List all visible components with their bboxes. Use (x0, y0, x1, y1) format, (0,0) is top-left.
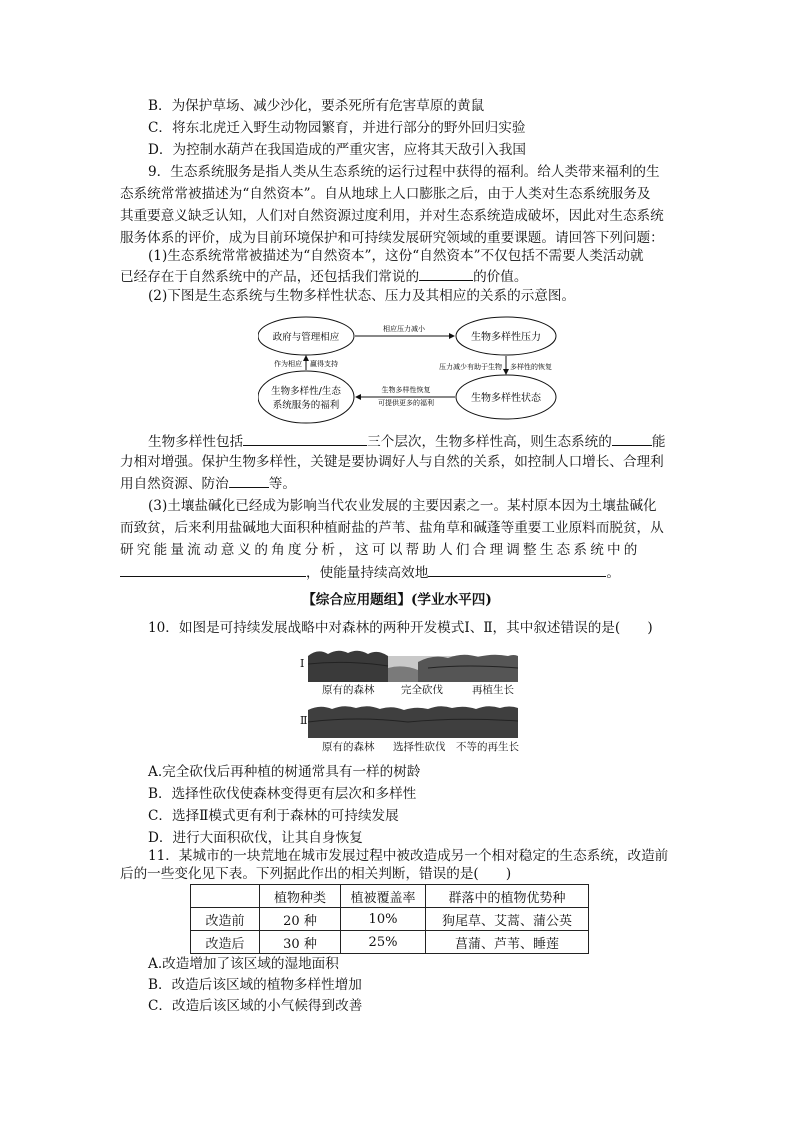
q10-option-c: C．选择Ⅱ模式更有利于森林的可持续发展 (148, 808, 399, 824)
q9-part1-text-b: 的价值。 (473, 269, 528, 285)
arrow-right-label-1: 压力减少有助于生物 (439, 363, 502, 371)
q11-option-a: A.改造增加了该区域的湿地面积 (148, 956, 339, 972)
table-cell: 狗尾草、艾蒿、蒲公英 (426, 908, 589, 931)
q10-option-d: D．进行大面积砍伐，让其自身恢复 (148, 830, 363, 846)
q9-intro-line-2: 态系统常常被描述为“自然资本”。自从地球上人口膨胀之后，由于人类对生态系统服务及 (120, 186, 651, 202)
q9-part2-text-b: 三个层次，生物多样性高，则生态系统的 (367, 434, 612, 450)
table-cell: 改造前 (191, 908, 260, 931)
arrow-right-label-2: 多样性的恢复 (510, 363, 552, 371)
q9-part2-answer-line-2: 力相对增强。保护生物多样性，关键是要协调好人与自然的关系，如控制人口增长、合理利 (120, 454, 664, 470)
answer-blank (428, 562, 606, 577)
q9-part3-line-2: 而致贫，后来利用盐碱地大面积种植耐盐的芦苇、盐角草和碱蓬等重要工业原料而脱贫，从 (120, 520, 664, 536)
mode-2-caption-2: 选择性砍伐 (393, 741, 446, 753)
q9-part1-text-a: 已经存在于自然系统中的产品，还包括我们常说的 (120, 269, 420, 285)
q9-part2-answer-line-1 (148, 431, 665, 452)
arrow-left-label-2: 赢得支持 (310, 360, 338, 368)
table-cell: 25% (341, 931, 426, 954)
mode-2-label: Ⅱ (300, 714, 308, 727)
q9-part2-text-e: 等。 (268, 476, 296, 492)
q9-part1-line-1: (1)生态系统常常被描述为“自然资本”，这份“自然资本”不仅包括不需要人类活动就 (148, 248, 644, 264)
q9-intro-line-1: 9．生态系统服务是指人类从生态系统的运行过程中获得的福利。给人类带来福利的生 (148, 164, 660, 180)
q8-option-c: C．将东北虎迁入野生动物园繁育，并进行部分的野外回归实验 (148, 120, 526, 136)
arrow-left-label-1: 作为相应 (274, 360, 302, 368)
mode-1-caption-3: 再植生长 (472, 684, 514, 696)
table-row (191, 931, 589, 954)
answer-blank (229, 473, 269, 488)
mode-2-caption-3: 不等的再生长 (456, 741, 519, 753)
table-cell: 菖蒲、芦苇、睡莲 (426, 931, 589, 954)
q11-option-c: C．改造后该区域的小气候得到改善 (148, 998, 363, 1014)
q11-stem-line-2: 后的一些变化见下表。下列据此作出的相关判断，错误的是( ) (120, 866, 512, 882)
forest-mode-1-image (308, 648, 518, 682)
q9-part1-line-2 (120, 266, 527, 287)
q10-stem: 10．如图是可持续发展战略中对森林的两种开发模式Ⅰ、Ⅱ，其中叙述错误的是( ) (148, 620, 653, 636)
table-header-cell: 植被覆盖率 (341, 885, 426, 908)
q9-part3-text-b: 。 (606, 565, 620, 581)
q9-part2-text-c: 能 (651, 434, 666, 450)
q8-option-d: D．为控制水葫芦在我国造成的严重灾害，应将其天敌引入我国 (148, 142, 526, 158)
q9-part2-text-a: 生物多样性包括 (148, 434, 244, 450)
node-state-text: 生物多样性状态 (471, 393, 541, 404)
table-header-cell (191, 885, 260, 908)
q8-option-b: B．为保护草场、减少沙化，要杀死所有危害草原的黄鼠 (148, 98, 485, 114)
q9-part3-text: 研究能量流动意义的角度分析，这可以帮助人们合理调整生态系统中的 (120, 542, 641, 558)
mode-2-caption-1: 原有的森林 (322, 741, 375, 753)
table-cell: 20 种 (260, 908, 341, 931)
mode-1-caption-1: 原有的森林 (322, 684, 375, 696)
section-title: 【综合应用题组】(学业水平四) (302, 592, 492, 608)
q11-data-table (190, 884, 589, 954)
q9-part3-line-4 (120, 562, 620, 583)
table-row (191, 908, 589, 931)
q10-option-b: B．选择性砍伐使森林变得更有层次和多样性 (148, 786, 417, 802)
forest-mode-2-image (308, 704, 518, 738)
mode-1-caption-2: 完全砍伐 (401, 684, 443, 696)
arrow-bottom-label-2: 可提供更多的福利 (378, 399, 434, 407)
node-gov-text: 政府与管理相应 (272, 332, 340, 343)
q9-part3-line-1: (3)土壤盐碱化已经成为影响当代农业发展的主要因素之一。某村原本因为土壤盐碱化 (148, 498, 657, 514)
q9-intro-line-3: 其重要意义缺乏认知，人们对自然资源过度利用，并对生态系统造成破坏，因此对生态系统 (120, 208, 664, 224)
table-cell: 30 种 (260, 931, 341, 954)
table-cell: 改造后 (191, 931, 260, 954)
q11-option-b: B．改造后该区域的植物多样性增加 (148, 977, 362, 993)
q10-option-a: A.完全砍伐后再种植的树通常具有一样的树龄 (148, 764, 421, 780)
q9-part2-intro: (2)下图是生态系统与生物多样性状态、压力及其相应的关系的示意图。 (148, 288, 576, 304)
node-benefit-text-1: 生物多样性/生态 (271, 386, 341, 397)
arrow-bottom-label-1: 生物多样性恢复 (381, 386, 431, 394)
answer-blank (612, 431, 652, 446)
q9-intro-line-4: 服务体系的评价，成为目前环境保护和可持续发展研究领域的重要课题。请回答下列问题： (120, 230, 664, 246)
node-benefit-text-2: 系统服务的福利 (272, 400, 340, 411)
biodiversity-relation-diagram (258, 308, 558, 426)
table-cell: 10% (341, 908, 426, 931)
mode-1-label: Ⅰ (300, 657, 305, 670)
q9-part3-line-3 (120, 540, 641, 560)
arrow-top-label: 相应压力减小 (383, 325, 425, 333)
q9-part3-text-a: ，使能量持续高效地 (306, 565, 429, 581)
table-header-cell: 群落中的植物优势种 (426, 885, 589, 908)
answer-blank (120, 562, 306, 577)
table-header-cell: 植物种类 (260, 885, 341, 908)
node-pressure-text: 生物多样性压力 (471, 332, 541, 343)
answer-blank (419, 266, 473, 281)
table-header-row (191, 885, 589, 908)
node-benefit-ellipse (258, 371, 354, 423)
q9-part2-text-d: 用自然资源、防治 (120, 476, 229, 492)
q11-stem-line-1: 11．某城市的一块荒地在城市发展过程中被改造成另一个相对稳定的生态系统，改造前 (148, 848, 669, 864)
q9-part2-answer-line-3 (120, 473, 296, 494)
answer-blank (243, 431, 367, 446)
